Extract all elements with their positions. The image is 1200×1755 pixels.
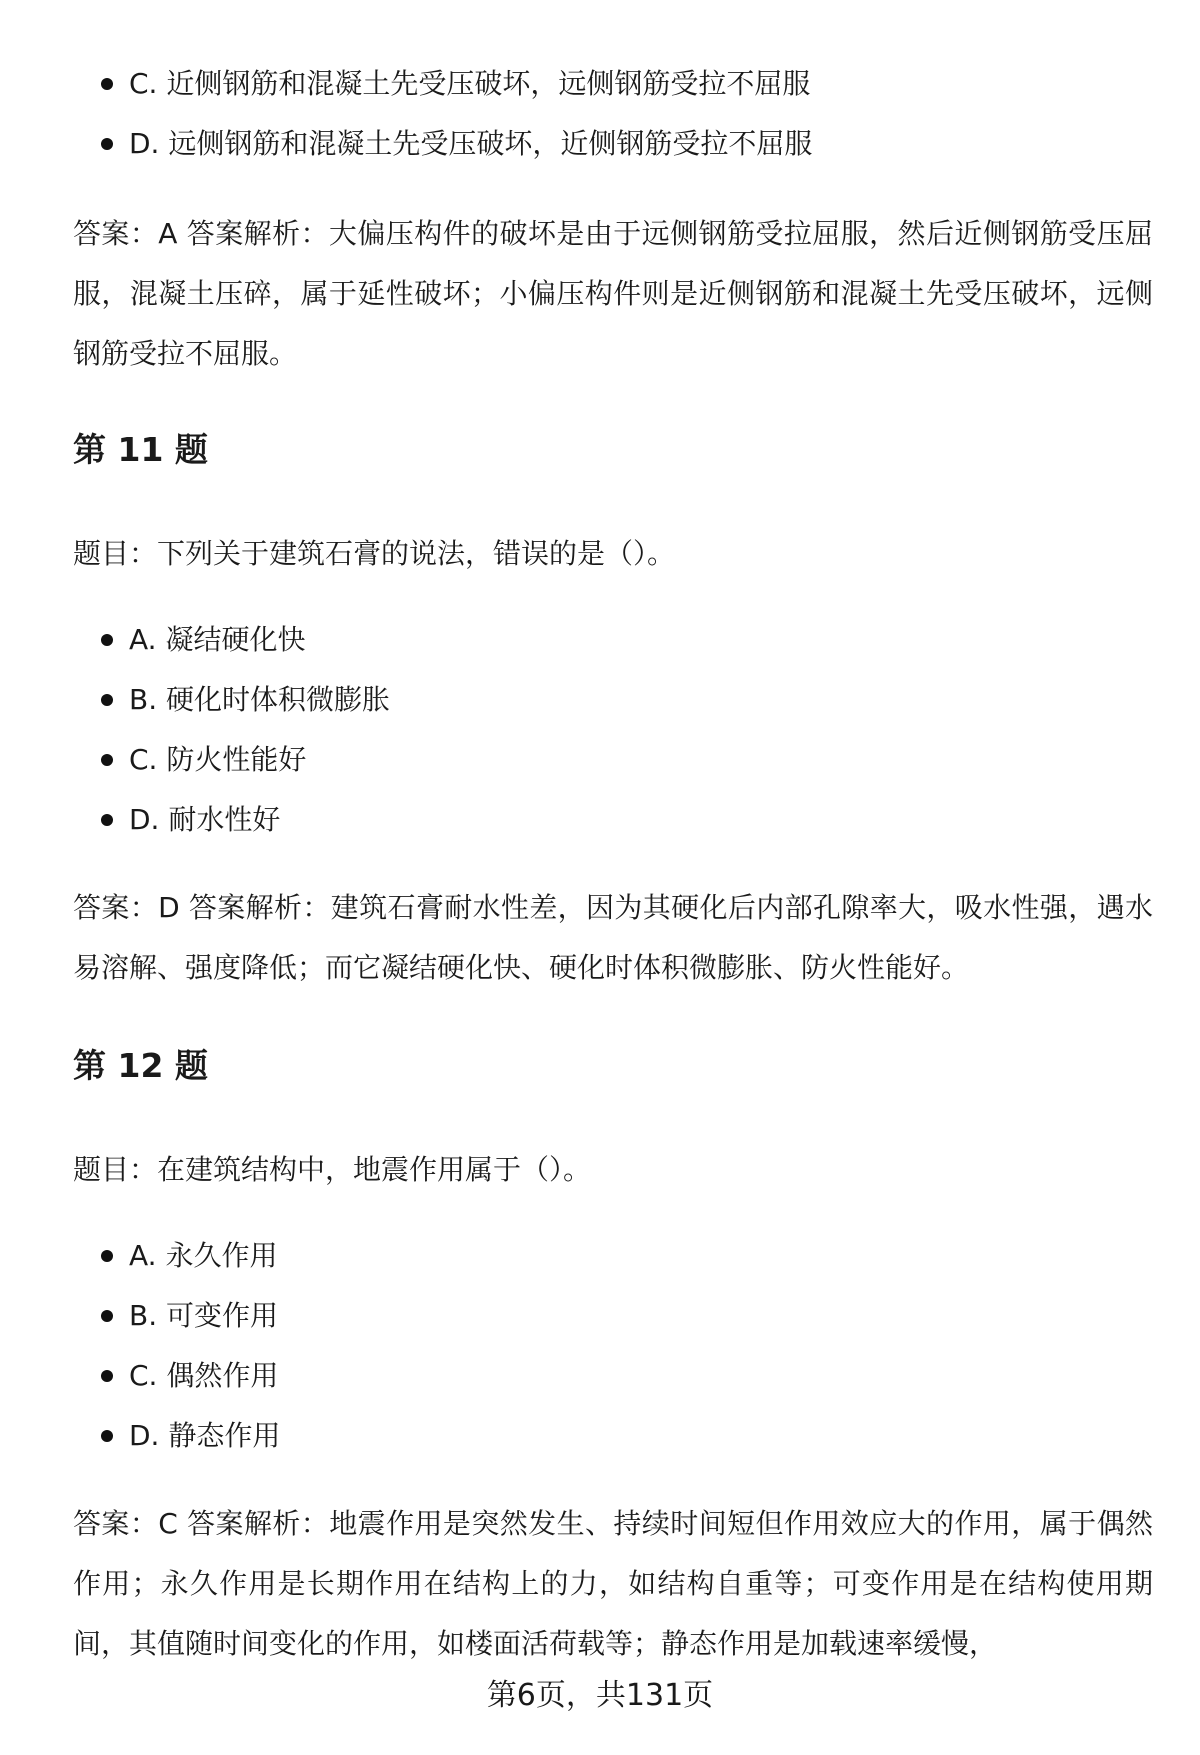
question-prompt: 题目：下列关于建筑石膏的说法，错误的是（）。 (73, 537, 676, 570)
bullet-icon (101, 754, 113, 766)
option-item (73, 790, 1153, 850)
bullet-icon (101, 634, 113, 646)
option-text: B. 可变作用 (129, 1299, 279, 1332)
bullet-icon (101, 1370, 113, 1382)
option-item (73, 114, 1153, 174)
question-options-list (73, 610, 1153, 850)
option-text: C. 防火性能好 (129, 743, 307, 776)
option-text: A. 永久作用 (129, 1239, 278, 1272)
option-item (73, 670, 1153, 730)
answer-explanation: 答案：D 答案解析：建筑石膏耐水性差，因为其硬化后内部孔隙率大，吸水性强，遇水易溶解、强度降低；而它凝结硬化快、硬化时体积微膨胀、防火性能好。 (73, 891, 1153, 984)
prev-options-list (73, 54, 1153, 174)
question-prompt: 题目：在建筑结构中，地震作用属于（）。 (73, 1153, 592, 1186)
page-footer (0, 1666, 1200, 1726)
option-item (73, 1346, 1153, 1406)
option-item (73, 1406, 1153, 1466)
bullet-icon (101, 814, 113, 826)
option-item (73, 1286, 1153, 1346)
bullet-icon (101, 138, 113, 150)
option-text: B. 硬化时体积微膨胀 (129, 683, 391, 716)
question-heading: 第 12 题 (73, 1046, 208, 1085)
option-item (73, 54, 1153, 114)
page-number-label: 第6页，共131页 (486, 1678, 714, 1713)
answer-explanation: 答案：A 答案解析：大偏压构件的破坏是由于远侧钢筋受拉屈服，然后近侧钢筋受压屈服，混凝土压碎，属于延性破坏；小偏压构件则是近侧钢筋和混凝土先受压破坏，远侧钢筋受拉不屈服。 (73, 217, 1153, 370)
question-options-list (73, 1226, 1153, 1466)
option-text: D. 耐水性好 (129, 803, 281, 836)
option-text: C. 近侧钢筋和混凝土先受压破坏，远侧钢筋受拉不屈服 (129, 67, 811, 100)
bullet-icon (101, 1310, 113, 1322)
bullet-icon (101, 1430, 113, 1442)
option-text: C. 偶然作用 (129, 1359, 279, 1392)
bullet-icon (101, 78, 113, 90)
option-item (73, 730, 1153, 790)
option-text: D. 远侧钢筋和混凝土先受压破坏，近侧钢筋受拉不屈服 (129, 127, 813, 160)
bullet-icon (101, 694, 113, 706)
option-text: A. 凝结硬化快 (129, 623, 306, 656)
bullet-icon (101, 1250, 113, 1262)
option-text: D. 静态作用 (129, 1419, 281, 1452)
option-item (73, 1226, 1153, 1286)
option-item (73, 610, 1153, 670)
question-heading: 第 11 题 (73, 430, 208, 469)
answer-explanation: 答案：C 答案解析：地震作用是突然发生、持续时间短但作用效应大的作用，属于偶然作用；永久作用是长期作用在结构上的力，如结构自重等；可变作用是在结构使用期间，其值随时间变化的作用，如楼面活荷载等；静态作用是加载速率缓慢， (73, 1507, 1153, 1660)
